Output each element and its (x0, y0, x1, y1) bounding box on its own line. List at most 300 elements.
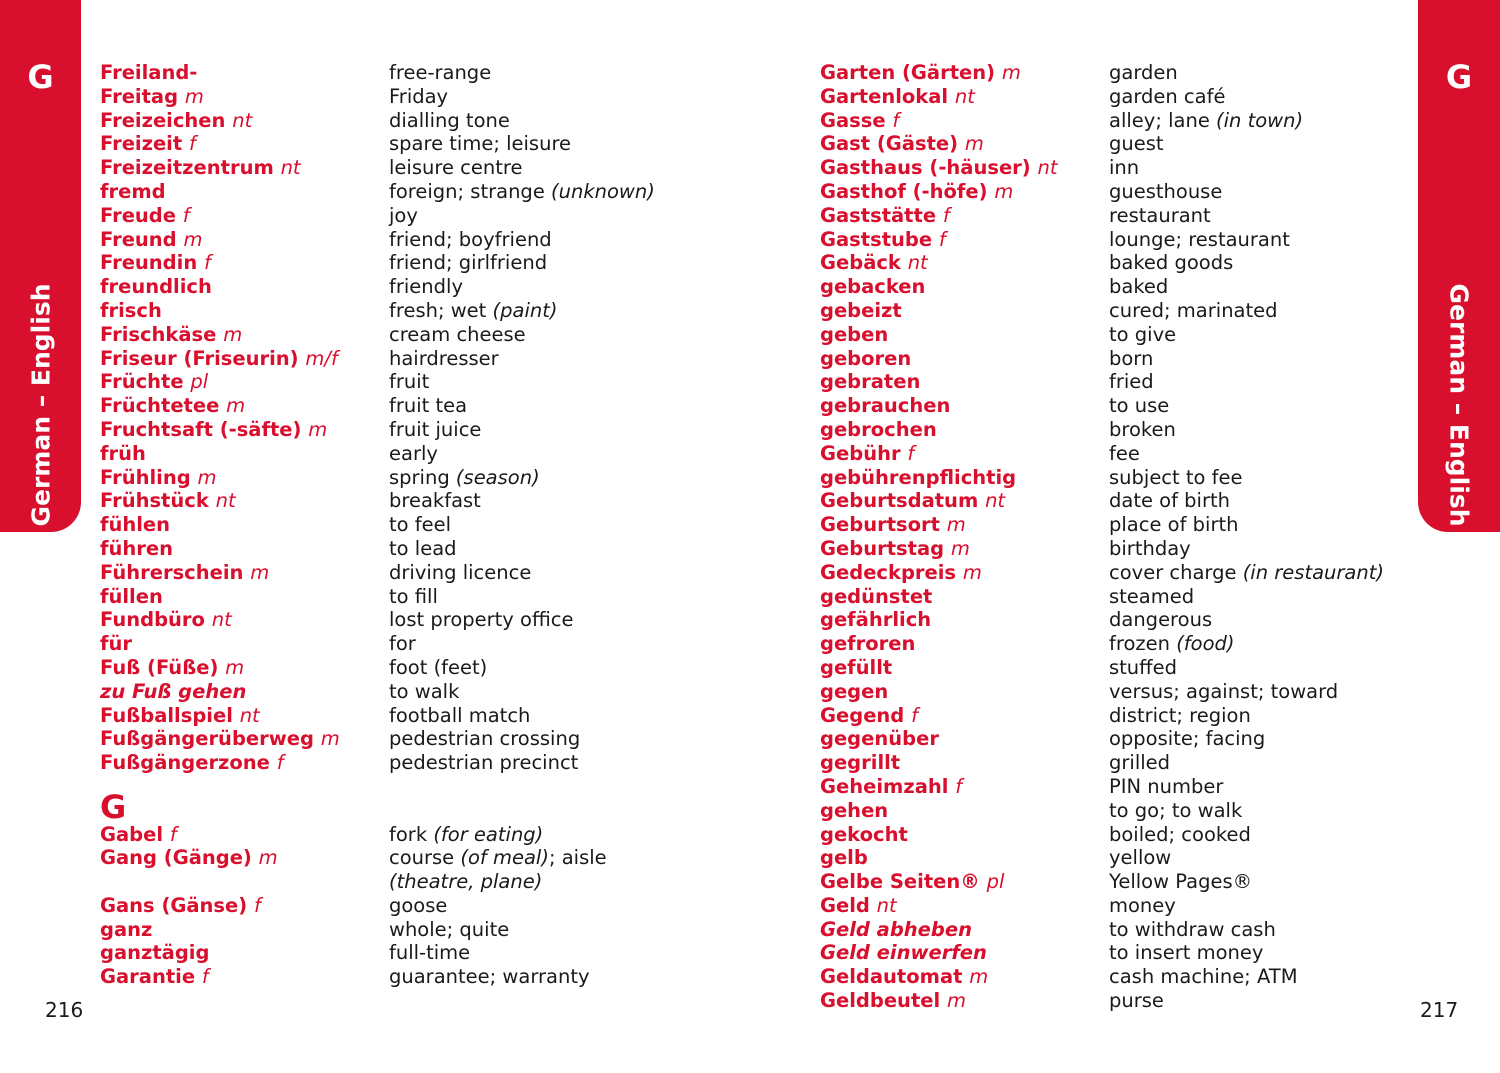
gender-label: nt (211, 608, 232, 632)
headword (820, 513, 1058, 537)
translation-text: pedestrian crossing (389, 727, 581, 751)
translation (389, 204, 689, 228)
headword (100, 299, 340, 323)
translation-text: football match (389, 703, 531, 727)
headword-text: Früchtetee (100, 394, 220, 418)
headword-text: Garantie (100, 965, 196, 989)
translation-text: for (389, 632, 416, 656)
headword (820, 323, 1058, 347)
headword (820, 251, 1058, 275)
translation (389, 228, 689, 252)
translation-text: early (389, 441, 438, 465)
translation-text: alley; lane (1109, 108, 1217, 132)
gender-label: f (169, 822, 177, 846)
translation-text: cured; marinated (1109, 298, 1278, 322)
translation-context: (theatre, plane) (389, 870, 543, 894)
translation (1109, 941, 1384, 965)
headword-text: Friseur (Friseurin) (100, 346, 299, 370)
translation (1109, 85, 1384, 109)
headword (820, 537, 1058, 561)
translation (1109, 394, 1384, 418)
translation-text: broken (1109, 417, 1176, 441)
translation-text: friend; girlfriend (389, 251, 548, 275)
headword (100, 109, 340, 133)
translation (389, 941, 689, 965)
translation-text: spare time; leisure (389, 132, 572, 156)
headword-text: Geldbeutel (820, 989, 941, 1013)
section-letter-heading: G (100, 787, 127, 826)
section-tab-right (1418, 0, 1500, 532)
right-translation-column (1109, 61, 1384, 1013)
headword (100, 537, 340, 561)
translation-text: foreign; strange (389, 179, 552, 203)
headword (100, 180, 340, 204)
headword-text: ganztägig (100, 941, 210, 965)
headword (820, 704, 1058, 728)
headword-text: Gasthof (-höfe) (820, 179, 988, 203)
translation (389, 251, 689, 275)
translation-text: guarantee; warranty (389, 965, 590, 989)
translation-text: goose (389, 893, 448, 917)
headword-text: ganz (100, 917, 153, 941)
headword-text: gefroren (820, 632, 916, 656)
headword (820, 989, 1058, 1013)
gender-label: f (955, 774, 963, 798)
gender-label: nt (876, 893, 897, 917)
headword-text: Gartenlokal (820, 84, 949, 108)
headword-text: Gang (Gänge) (100, 846, 252, 870)
headword-text: Gaststätte (820, 203, 937, 227)
headword-text: gebacken (820, 275, 926, 299)
translation-text: Yellow Pages® (1109, 870, 1253, 894)
translation-text: breakfast (389, 489, 481, 513)
translation (389, 918, 689, 942)
translation (389, 537, 689, 561)
translation (1109, 132, 1384, 156)
translation-text: cash machine; ATM (1109, 965, 1298, 989)
translation-text: district; region (1109, 703, 1251, 727)
headword-text: fühlen (100, 513, 171, 537)
translation (389, 585, 689, 609)
translation (1109, 965, 1384, 989)
translation-text: ; aisle (548, 846, 607, 870)
translation (389, 299, 689, 323)
headword (820, 823, 1058, 847)
gender-label: nt (985, 489, 1006, 513)
translation-text: dialling tone (389, 108, 510, 132)
translation-text: subject to fee (1109, 465, 1243, 489)
translation-text: inn (1109, 156, 1140, 180)
headword (820, 61, 1058, 85)
headword-text: frisch (100, 298, 162, 322)
headword (820, 228, 1058, 252)
translation-context: (food) (1176, 632, 1235, 656)
translation (1109, 561, 1384, 585)
headword (820, 418, 1058, 442)
headword-text: Gelbe Seiten® (820, 870, 980, 894)
headword (820, 608, 1058, 632)
headword (820, 561, 1058, 585)
gender-label: m (946, 989, 966, 1013)
translation (1109, 61, 1384, 85)
headword-text: Freizeichen (100, 108, 226, 132)
headword (100, 489, 340, 513)
translation (389, 323, 689, 347)
headword (100, 275, 340, 299)
translation (1109, 680, 1384, 704)
translation-text: lost property office (389, 608, 574, 632)
translation-text: yellow (1109, 846, 1172, 870)
headword-text: Gast (Gäste) (820, 132, 959, 156)
gender-label: m (197, 465, 217, 489)
translation (1109, 442, 1384, 466)
headword-text: Geburtstag (820, 536, 945, 560)
translation-text: cover charge (1109, 560, 1243, 584)
gender-label: m (184, 84, 204, 108)
translation (389, 85, 689, 109)
translation-text: to withdraw cash (1109, 917, 1276, 941)
headword-text: Gedeckpreis (820, 560, 957, 584)
translation (389, 608, 689, 632)
headword-text: gedünstet (820, 584, 933, 608)
translation (389, 894, 689, 918)
headword-text: Geheimzahl (820, 774, 949, 798)
translation-text: born (1109, 346, 1154, 370)
headword-text: Freiland- (100, 61, 198, 84)
tab-label: German – English (26, 283, 55, 527)
headword (820, 489, 1058, 513)
translation-text: hairdresser (389, 346, 499, 370)
translation (1109, 727, 1384, 751)
translation (389, 823, 689, 847)
translation (1109, 466, 1384, 490)
gender-label: m (223, 322, 243, 346)
translation-context: (season) (455, 465, 540, 489)
translation-text: cream cheese (389, 322, 526, 346)
translation-text: stuffed (1109, 655, 1177, 679)
headword-text: gelb (820, 846, 868, 870)
translation-text: fresh; wet (389, 298, 493, 322)
headword-text: für (100, 632, 132, 656)
headword (820, 941, 1058, 965)
gender-label: nt (1037, 156, 1058, 180)
translation (389, 466, 689, 490)
headword-text: Freizeitzentrum (100, 156, 274, 180)
headword-text: fremd (100, 179, 166, 203)
left-translation-column (389, 61, 689, 989)
headword (100, 61, 340, 85)
headword (100, 466, 340, 490)
headword (100, 347, 340, 371)
translation-text: leisure centre (389, 156, 523, 180)
translation-text: frozen (1109, 632, 1177, 656)
translation-text: guest (1109, 132, 1164, 156)
headword-text: Fuß (Füße) (100, 655, 219, 679)
translation (389, 275, 689, 299)
translation (1109, 894, 1384, 918)
headword (100, 561, 340, 585)
gender-label: m (964, 132, 984, 156)
translation (1109, 180, 1384, 204)
headword-text: früh (100, 441, 146, 465)
translation-text: fork (389, 822, 434, 846)
headword-text: Geburtsort (820, 513, 940, 537)
translation-text: money (1109, 893, 1176, 917)
headword-text: Freitag (100, 84, 179, 108)
headword (100, 894, 340, 918)
translation (389, 727, 689, 751)
headword-text: füllen (100, 584, 163, 608)
gender-label: f (942, 203, 950, 227)
headword-text: Frühling (100, 465, 191, 489)
headword (100, 442, 340, 466)
headword (100, 85, 340, 109)
translation (1109, 632, 1384, 656)
headword (820, 275, 1058, 299)
headword-text: Früchte (100, 370, 184, 394)
headword (100, 704, 340, 728)
left-headword-column (100, 61, 340, 989)
gender-label: f (938, 227, 946, 251)
gender-label: m (320, 727, 340, 751)
translation-text: restaurant (1109, 203, 1211, 227)
gender-label: m (225, 655, 245, 679)
translation (1109, 228, 1384, 252)
headword-text: gekocht (820, 822, 908, 846)
headword (820, 656, 1058, 680)
translation (1109, 585, 1384, 609)
headword (100, 418, 340, 442)
translation-text: birthday (1109, 536, 1191, 560)
headword (820, 799, 1058, 823)
translation-context: (in restaurant) (1242, 560, 1384, 584)
gender-label: nt (215, 489, 236, 513)
gender-label: m (258, 846, 278, 870)
translation (389, 109, 689, 133)
headword-text: geboren (820, 346, 912, 370)
headword-text: gegen (820, 679, 889, 703)
tab-letter: G (27, 58, 54, 96)
translation (1109, 323, 1384, 347)
translation-text: to fill (389, 584, 438, 608)
translation (389, 489, 689, 513)
headword (100, 918, 340, 942)
headword (100, 656, 340, 680)
translation (389, 132, 689, 156)
translation (389, 561, 689, 585)
gender-label: m (994, 179, 1014, 203)
headword (820, 846, 1058, 870)
tab-label: German – English (1444, 283, 1474, 527)
translation-text: grilled (1109, 751, 1171, 775)
translation-text: guesthouse (1109, 179, 1223, 203)
headword (820, 870, 1058, 894)
headword (820, 299, 1058, 323)
headword (100, 727, 340, 751)
translation-context: (unknown) (551, 179, 655, 203)
translation-text: driving licence (389, 560, 532, 584)
gender-label: f (892, 108, 900, 132)
translation (389, 513, 689, 537)
translation-context: (of meal) (460, 846, 549, 870)
page-number-right: 217 (1420, 998, 1459, 1022)
translation (389, 347, 689, 371)
gender-label: m/f (305, 346, 338, 370)
headword (820, 85, 1058, 109)
translation-text: Friday (389, 84, 449, 108)
translation-text: place of birth (1109, 513, 1239, 537)
right-headword-column (820, 61, 1058, 1013)
headword (100, 132, 340, 156)
headword (820, 442, 1058, 466)
headword-text: Gabel (100, 822, 164, 846)
translation (389, 180, 689, 204)
translation (389, 61, 689, 85)
headword (820, 466, 1058, 490)
translation (1109, 918, 1384, 942)
translation-text: friendly (389, 275, 463, 299)
translation-text: full-time (389, 941, 471, 965)
translation-text: to use (1109, 394, 1170, 418)
translation (1109, 299, 1384, 323)
page-number-left: 216 (45, 998, 84, 1022)
headword-text: Gans (Gänse) (100, 893, 248, 917)
headword (820, 180, 1058, 204)
headword (100, 941, 340, 965)
translation (1109, 537, 1384, 561)
headword (100, 204, 340, 228)
headword (100, 323, 340, 347)
headword (820, 775, 1058, 799)
headword-text: Gegend (820, 703, 905, 727)
gender-label: f (182, 203, 190, 227)
translation (1109, 275, 1384, 299)
translation (1109, 846, 1384, 870)
translation-text: fee (1109, 441, 1140, 465)
translation-text: garden (1109, 61, 1178, 84)
translation (389, 965, 689, 989)
headword (820, 918, 1058, 942)
headword (820, 894, 1058, 918)
headword-text: Freundin (100, 251, 198, 275)
headword-text: Frühstück (100, 489, 209, 513)
headword (100, 228, 340, 252)
headword (820, 204, 1058, 228)
translation (389, 418, 689, 442)
headword-text: Fundbüro (100, 608, 205, 632)
headword-text: Geldautomat (820, 965, 963, 989)
headword-text: gebrauchen (820, 394, 951, 418)
gender-label: m (946, 513, 966, 537)
translation-text: spring (389, 465, 456, 489)
gender-label: m (1001, 61, 1021, 84)
headword-text: Gaststube (820, 227, 933, 251)
headword (820, 680, 1058, 704)
gender-label: m (308, 417, 328, 441)
headword-text: Freizeit (100, 132, 183, 156)
headword-text: Garten (Gärten) (820, 61, 996, 84)
headword (100, 823, 340, 847)
headword (100, 370, 340, 394)
gender-label: m (969, 965, 989, 989)
headword-text: Geld einwerfen (820, 941, 987, 965)
translation (389, 442, 689, 466)
translation-text: steamed (1109, 584, 1195, 608)
translation (1109, 608, 1384, 632)
gender-label: f (253, 893, 261, 917)
headword (100, 632, 340, 656)
headword-text: gebrochen (820, 417, 937, 441)
headword (820, 585, 1058, 609)
headword (100, 251, 340, 275)
headword-text: Fußgängerüberweg (100, 727, 314, 751)
translation-text: fruit (389, 370, 430, 394)
headword (820, 156, 1058, 180)
headword-text: gefüllt (820, 655, 893, 679)
translation (1109, 656, 1384, 680)
headword-text: gebeizt (820, 298, 902, 322)
headword-text: gehen (820, 798, 889, 822)
headword (100, 585, 340, 609)
gender-label: m (950, 536, 970, 560)
gender-label: pl (190, 370, 209, 394)
headword-text: Gasse (820, 108, 886, 132)
gender-label: m (962, 560, 982, 584)
translation-text: to lead (389, 536, 457, 560)
translation-text: to go; to walk (1109, 798, 1243, 822)
translation-context: (paint) (492, 298, 558, 322)
headword (820, 394, 1058, 418)
translation-text: opposite; facing (1109, 727, 1266, 751)
gender-label: nt (239, 703, 260, 727)
translation (1109, 347, 1384, 371)
headword-text: Fruchtsaft (-säfte) (100, 417, 302, 441)
gender-label: m (250, 560, 270, 584)
translation (389, 656, 689, 680)
translation-text: date of birth (1109, 489, 1230, 513)
headword-text: Gebühr (820, 441, 901, 465)
headword-text: Freund (100, 227, 177, 251)
headword-text: Geld abheben (820, 917, 972, 941)
gender-label: f (188, 132, 196, 156)
headword-text: Gasthaus (-häuser) (820, 156, 1031, 180)
headword (820, 370, 1058, 394)
translation (1109, 109, 1384, 133)
translation-text: to give (1109, 322, 1177, 346)
headword-text: Fußballspiel (100, 703, 233, 727)
headword (100, 846, 340, 894)
section-tab-left (0, 0, 81, 532)
translation-text: baked goods (1109, 251, 1234, 275)
headword-text: Fußgängerzone (100, 751, 270, 775)
headword (100, 394, 340, 418)
translation-text: joy (389, 203, 418, 227)
headword-text: zu Fuß gehen (100, 679, 247, 703)
headword-text: Frischkäse (100, 322, 217, 346)
headword (820, 727, 1058, 751)
headword (820, 751, 1058, 775)
translation-text: whole; quite (389, 917, 510, 941)
gender-label: f (276, 751, 284, 775)
translation-text: friend; boyfriend (389, 227, 552, 251)
gender-label: nt (954, 84, 975, 108)
translation-text: fried (1109, 370, 1154, 394)
translation-text: PIN number (1109, 774, 1224, 798)
headword-text: Führerschein (100, 560, 244, 584)
gender-label: nt (232, 108, 253, 132)
translation (1109, 704, 1384, 728)
translation-text: versus; against; toward (1109, 679, 1339, 703)
